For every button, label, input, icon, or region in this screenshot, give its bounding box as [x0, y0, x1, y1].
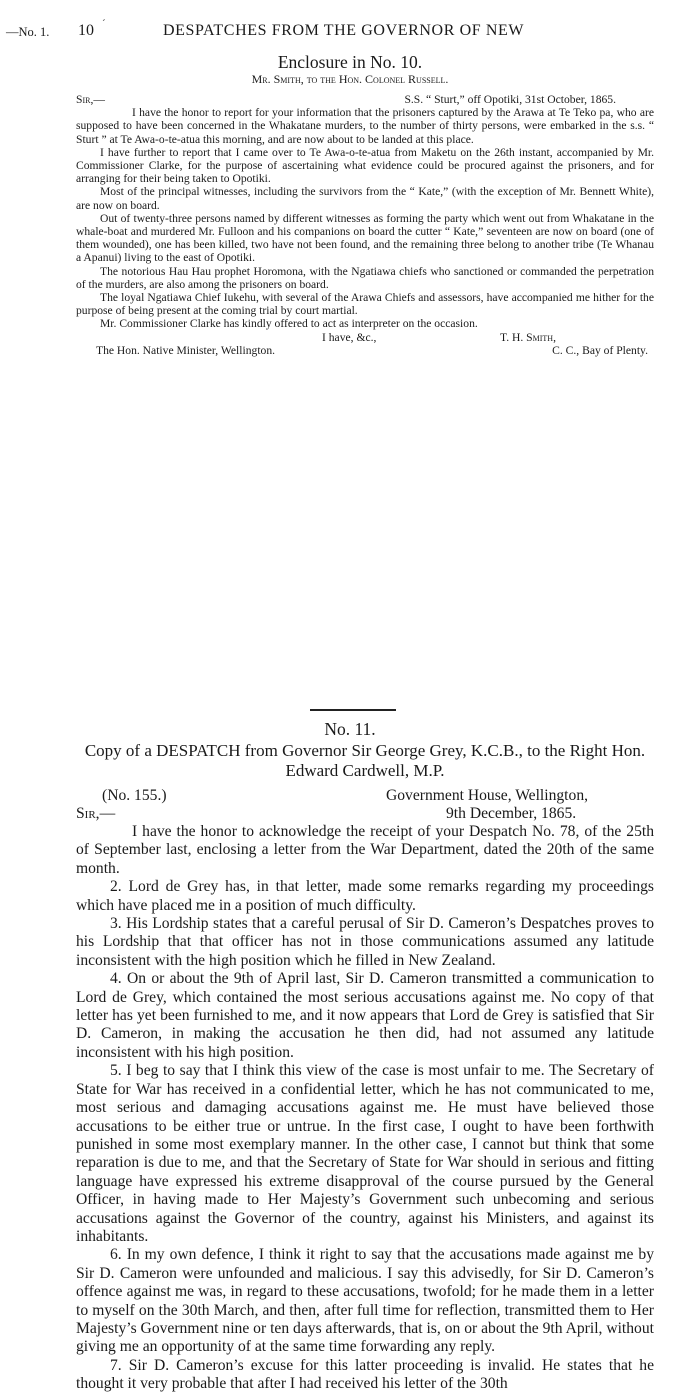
despatch-place: Government House, Wellington, [386, 787, 589, 804]
despatch-ref-line [76, 787, 654, 805]
enclosure-from-to: Mr. Smith, to the Hon. Colonel Russell. [251, 72, 449, 86]
enclosure-salutation: Sir,— [76, 93, 105, 106]
despatch-paragraph: 4. On or about the 9th of April last, Sir D. Cameron transmitted a communication to Lord de Grey, which contained the most serious accusations against me. No copy of that letter has yet been furnished to me, and it now appears that Lord de Grey is satisfied that Sir D. Cameron, in making the accusation he then did, had not assumed any latitude inconsistent with his high position. [76, 970, 654, 1061]
enclosure-closing: I have, &c., [322, 330, 377, 344]
enclosure-address-line [76, 344, 654, 357]
enclosure-paragraph: The notorious Hau Hau prophet Horomona, with the Ngatiawa chiefs who sanctioned or commanded the perpetration of the murders, are also among the prisoners on board. [76, 264, 654, 291]
despatch-paragraph: 5. I beg to say that I think this view of the case is most unfair to me. The Secretary of State for War has received in a confidential letter, which he has not communicated to me, most serious and damaging accusations against me. He must have believed those accusations to be either true or untrue. In the first case, I ought to have been forthwith punished in some most exemplary manner. In the other case, I cannot but think that some reparation is due to me, and that the Secretary of State for War should in serious and fitting language have expressed his extreme disapproval of the course pursued by the General Officer, in having made to Her Majesty’s Government such unbecoming and serious accusations against the Governor of the country, against his Ministers, and against its inhabitants. [76, 1062, 654, 1245]
enclosure-closing-line [76, 331, 654, 344]
enclosure-dateline: S.S. “ Sturt,” off Opotiki, 31st October, 1865. [404, 93, 616, 106]
running-head [0, 18, 700, 44]
enclosure-body [76, 93, 654, 357]
despatch-title: Copy of a DESPATCH from Governor Sir George Grey, K.C.B., to the Right Hon. Edward Cardwell, M.P. [84, 741, 646, 780]
page-number: 10 [78, 22, 94, 39]
enclosure-paragraph: Out of twenty-three persons named by different witnesses as forming the party which went out from Whakatane in the whale-boat and murdered Mr. Fulloon and his companions on board the cutter “ Kate,” seventeen are now on board (one of them wounded), one has been killed, two have not been found, and the remaining three belong to another tribe (Te Whanau a Apanui) living to the east of Opotiki. [76, 211, 654, 265]
enclosure-addressee: The Hon. Native Minister, Wellington. [96, 343, 276, 357]
despatch-paragraph: 7. Sir D. Cameron’s excuse for this latter proceeding is invalid. He states that he thought it very probable that after I had received his letter of the 30th [76, 1356, 654, 1393]
despatch-paragraph: 6. In my own defence, I think it right to say that the accusations made against me by Sir D. Cameron were unfounded and malicious. I say this advisedly, for Sir D. Cameron’s offence against me was, in regard to these accusations, twofold; for he made them in a letter to myself on the 30th March, and then, after full time for reflection, transmitted them to Her Majesty’s Government nine or ten days afterwards, that is, on or about the 9th April, without giving me an opportunity of at the same time forwarding any reply. [76, 1246, 654, 1356]
despatch-body [76, 787, 654, 1394]
enclosure-paragraph: I have the honor to report for your information that the prisoners captured by the Arawa at Te Teko pa, who are supposed to have been concerned in the Whakatane murders, to the number of thirty persons, were embarked in the s.s. “ Sturt ” at Te Awa-o-te-atua this morning, and are now about to be landed at this place. [76, 106, 654, 146]
running-head-mark: —No. 1. [6, 25, 50, 39]
enclosure-title: Enclosure in No. 10. [277, 52, 423, 72]
despatch-salutation-line [76, 805, 654, 823]
despatch-date: 9th December, 1865. [446, 805, 577, 822]
despatch-number: No. 11. [324, 719, 376, 739]
enclosure-paragraph: Mr. Commissioner Clarke has kindly offered to act as interpreter on the occasion. [100, 317, 478, 331]
enclosure-signer: T. H. Smith, [500, 330, 556, 344]
despatch-paragraph: I have the honor to acknowledge the receipt of your Despatch No. 78, of the 25th of September last, enclosing a letter from the War Department, dated the 20th of the same month. [76, 823, 654, 877]
enclosure-header-line [76, 93, 654, 106]
section-divider [310, 709, 396, 711]
enclosure-paragraph: I have further to report that I came over to Te Awa-o-te-atua from Maketu on the 26th instant, accompanied by Mr. Commissioner Clarke, for the purpose of ascertaining what evidence could be procured against the prisoners, and for arranging for their being taken to Opotiki. [76, 145, 654, 186]
despatch-salutation: Sir,— [76, 805, 116, 822]
enclosure-signer-title: C. C., Bay of Plenty. [552, 343, 648, 357]
enclosure-paragraph: The loyal Ngatiawa Chief Iukehu, with several of the Arawa Chiefs and assessors, have accompanied me hither for the purpose of being present at the coming trial by court martial. [76, 291, 654, 318]
enclosure-paragraph: Most of the principal witnesses, including the survivors from the “ Kate,” (with the exception of Mr. Bennett White), are now on board. [76, 185, 654, 212]
running-head-tick: ´ [102, 18, 106, 30]
despatch-ref: (No. 155.) [102, 787, 167, 804]
running-head-title: DESPATCHES FROM THE GOVERNOR OF NEW [163, 22, 525, 39]
despatch-paragraph: 2. Lord de Grey has, in that letter, made some remarks regarding my proceedings which have placed me in a position of much difficulty. [76, 878, 654, 914]
despatch-paragraph: 3. His Lordship states that a careful perusal of Sir D. Cameron’s Despatches proves to his Lordship that that officer has not in those communications assumed any latitude inconsistent with the high position which he filled in New Zealand. [76, 915, 654, 969]
